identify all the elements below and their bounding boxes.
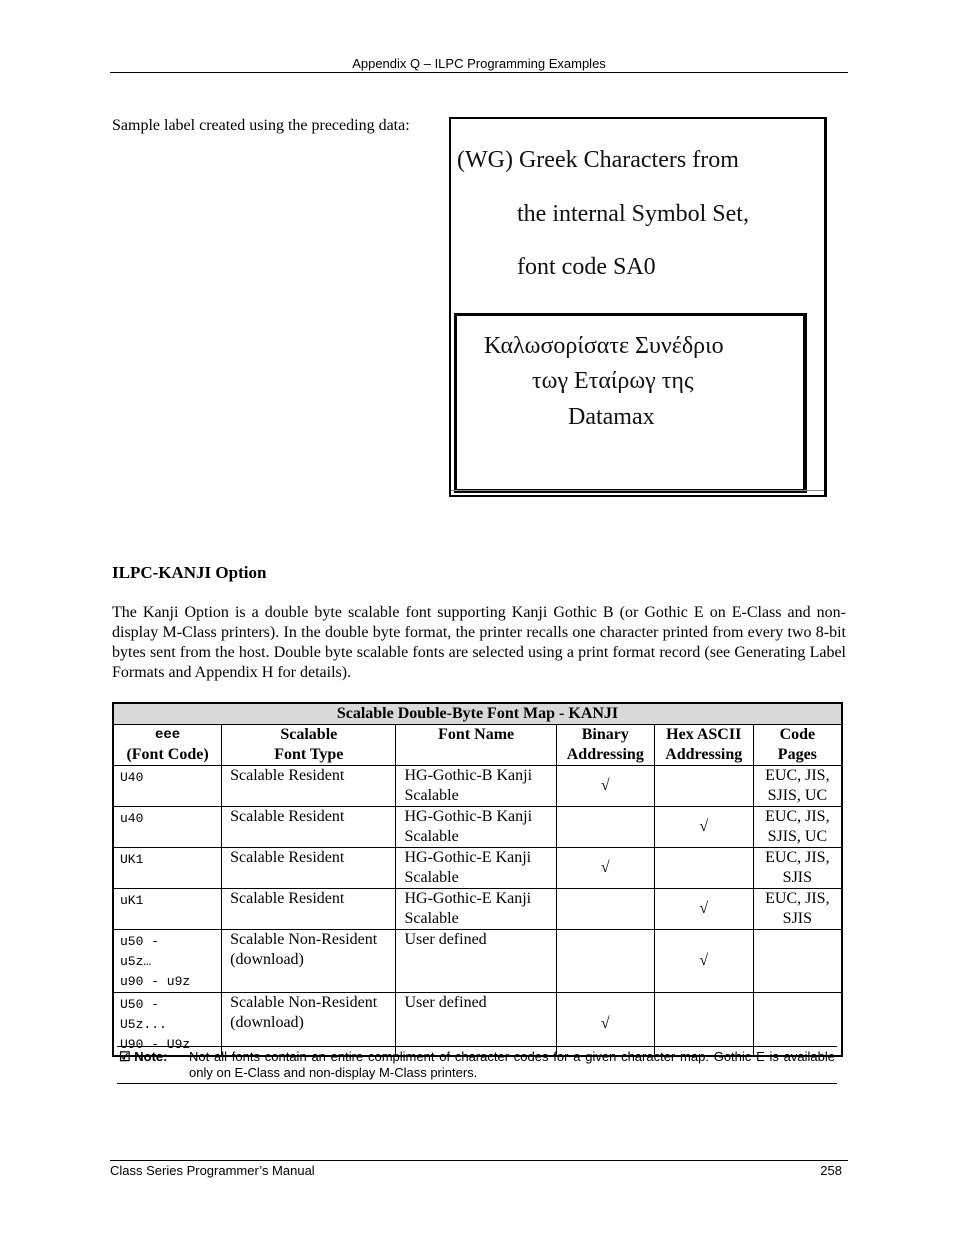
col-header-font-type: [222, 725, 396, 766]
col-header-binary-a: Binary: [581, 726, 629, 743]
note-text: Not all fonts contain an entire compliment of character codes for a given character map. Gothic E is available only on E-Class and non-display M-Class printers.: [189, 1049, 835, 1080]
table-row: [113, 889, 842, 930]
font-code-line: U50 -: [120, 997, 160, 1012]
font-map-table: [112, 702, 843, 1057]
table-row: [113, 807, 842, 848]
hex-check-cell: [654, 766, 753, 807]
font-type-cell: Scalable Resident: [222, 766, 396, 807]
binary-check-cell: [556, 930, 654, 993]
binary-check-cell: √: [556, 766, 654, 807]
hex-check-cell: √: [654, 889, 753, 930]
label-line-1: (WG) Greek Characters from: [457, 147, 739, 173]
greek-text-box: [454, 313, 807, 493]
font-code-line: u50 -: [120, 934, 160, 949]
footer-manual-title: Class Series Programmer’s Manual: [110, 1163, 315, 1178]
binary-check-cell: √: [556, 848, 654, 889]
col-header-binary-b: Addressing: [566, 746, 644, 763]
font-code-cell: [113, 889, 222, 930]
code-pages-cell: EUC, JIS, SJIS: [753, 848, 842, 889]
font-name-cell: HG-Gothic-B Kanji Scalable: [396, 807, 556, 848]
table-row: [113, 930, 842, 993]
font-name-cell: User defined: [396, 993, 556, 1057]
running-header: Appendix Q – ILPC Programming Examples: [352, 56, 606, 71]
col-header-binary: [556, 725, 654, 766]
col-header-code-pages: [753, 725, 842, 766]
font-code-line: uK1: [120, 893, 144, 908]
hex-check-cell: √: [654, 930, 753, 993]
col-header-font-code: [113, 725, 222, 766]
note-top-rule: [117, 1046, 837, 1047]
code-pages-cell: [753, 930, 842, 993]
font-code-line: UK1: [120, 852, 144, 867]
font-code-line: U90 - U9z: [120, 1037, 191, 1052]
greek-line-2: τωγ Εταίρωγ της: [532, 368, 694, 394]
font-type-cell: Scalable Non-Resident (download): [222, 930, 396, 993]
note-bottom-rule: [117, 1083, 837, 1084]
body-paragraph: The Kanji Option is a double byte scalable font supporting Kanji Gothic B (or Gothic E on E-Class and non-display M-Class printers). In the double byte format, the printer recalls one character printed from every two 8-bit bytes sent from the host. Double byte scalable fonts are selected using a print format record (see Generating Label Formats and Appendix H for details).: [112, 604, 846, 681]
sample-label-image: [449, 117, 827, 497]
section-heading: ILPC-KANJI Option: [112, 563, 267, 582]
code-pages-cell: EUC, JIS, SJIS: [753, 889, 842, 930]
font-type-cell: Scalable Resident: [222, 807, 396, 848]
table-header-row: [113, 725, 842, 766]
font-code-line: U5z...: [120, 1017, 167, 1032]
greek-line-1: Καλωσορίσατε Συνέδριο: [484, 333, 724, 359]
hex-check-cell: [654, 848, 753, 889]
font-code-line: U40: [120, 770, 144, 785]
binary-check-cell: √: [556, 993, 654, 1057]
col-header-font-code-b: (Font Code): [126, 746, 209, 763]
font-code-cell: [113, 930, 222, 993]
table-row: [113, 766, 842, 807]
footer-rule: [110, 1160, 848, 1161]
binary-check-cell: [556, 807, 654, 848]
table-row: [113, 848, 842, 889]
font-name-cell: User defined: [396, 930, 556, 993]
font-code-cell: [113, 766, 222, 807]
col-header-hex: [654, 725, 753, 766]
col-header-font-type-a: Scalable: [280, 726, 338, 743]
table-title: Scalable Double-Byte Font Map - KANJI: [113, 703, 842, 725]
font-name-cell: HG-Gothic-E Kanji Scalable: [396, 848, 556, 889]
intro-text: Sample label created using the preceding data:: [112, 117, 410, 134]
label-bottom-rule: [451, 490, 824, 491]
font-code-line: u40: [120, 811, 144, 826]
font-type-cell: Scalable Non-Resident (download): [222, 993, 396, 1057]
col-header-hex-a: Hex ASCII: [666, 726, 742, 743]
col-header-hex-b: Addressing: [665, 746, 743, 763]
font-code-cell: [113, 807, 222, 848]
label-line-2: the internal Symbol Set,: [517, 201, 749, 227]
hex-check-cell: √: [654, 807, 753, 848]
note-label: ☑ Note:: [119, 1049, 168, 1064]
font-code-line: u5z…: [120, 954, 152, 969]
footer-page-number: 258: [820, 1163, 842, 1178]
binary-check-cell: [556, 889, 654, 930]
col-header-code-pages-a: Code: [779, 726, 816, 743]
header-rule: [110, 72, 848, 73]
col-header-font-type-b: Font Type: [274, 746, 344, 763]
font-type-cell: Scalable Resident: [222, 889, 396, 930]
code-pages-cell: EUC, JIS, SJIS, UC: [753, 766, 842, 807]
label-line-3: font code SA0: [517, 254, 656, 280]
font-type-cell: Scalable Resident: [222, 848, 396, 889]
col-header-font-name: Font Name: [396, 725, 556, 766]
col-header-font-code-a: eee: [154, 727, 181, 743]
font-name-cell: HG-Gothic-E Kanji Scalable: [396, 889, 556, 930]
greek-line-3: Datamax: [568, 404, 655, 430]
font-name-cell: HG-Gothic-B Kanji Scalable: [396, 766, 556, 807]
col-header-code-pages-b: Pages: [777, 746, 817, 763]
font-code-line: u90 - u9z: [120, 974, 191, 989]
font-code-cell: [113, 848, 222, 889]
code-pages-cell: EUC, JIS, SJIS, UC: [753, 807, 842, 848]
